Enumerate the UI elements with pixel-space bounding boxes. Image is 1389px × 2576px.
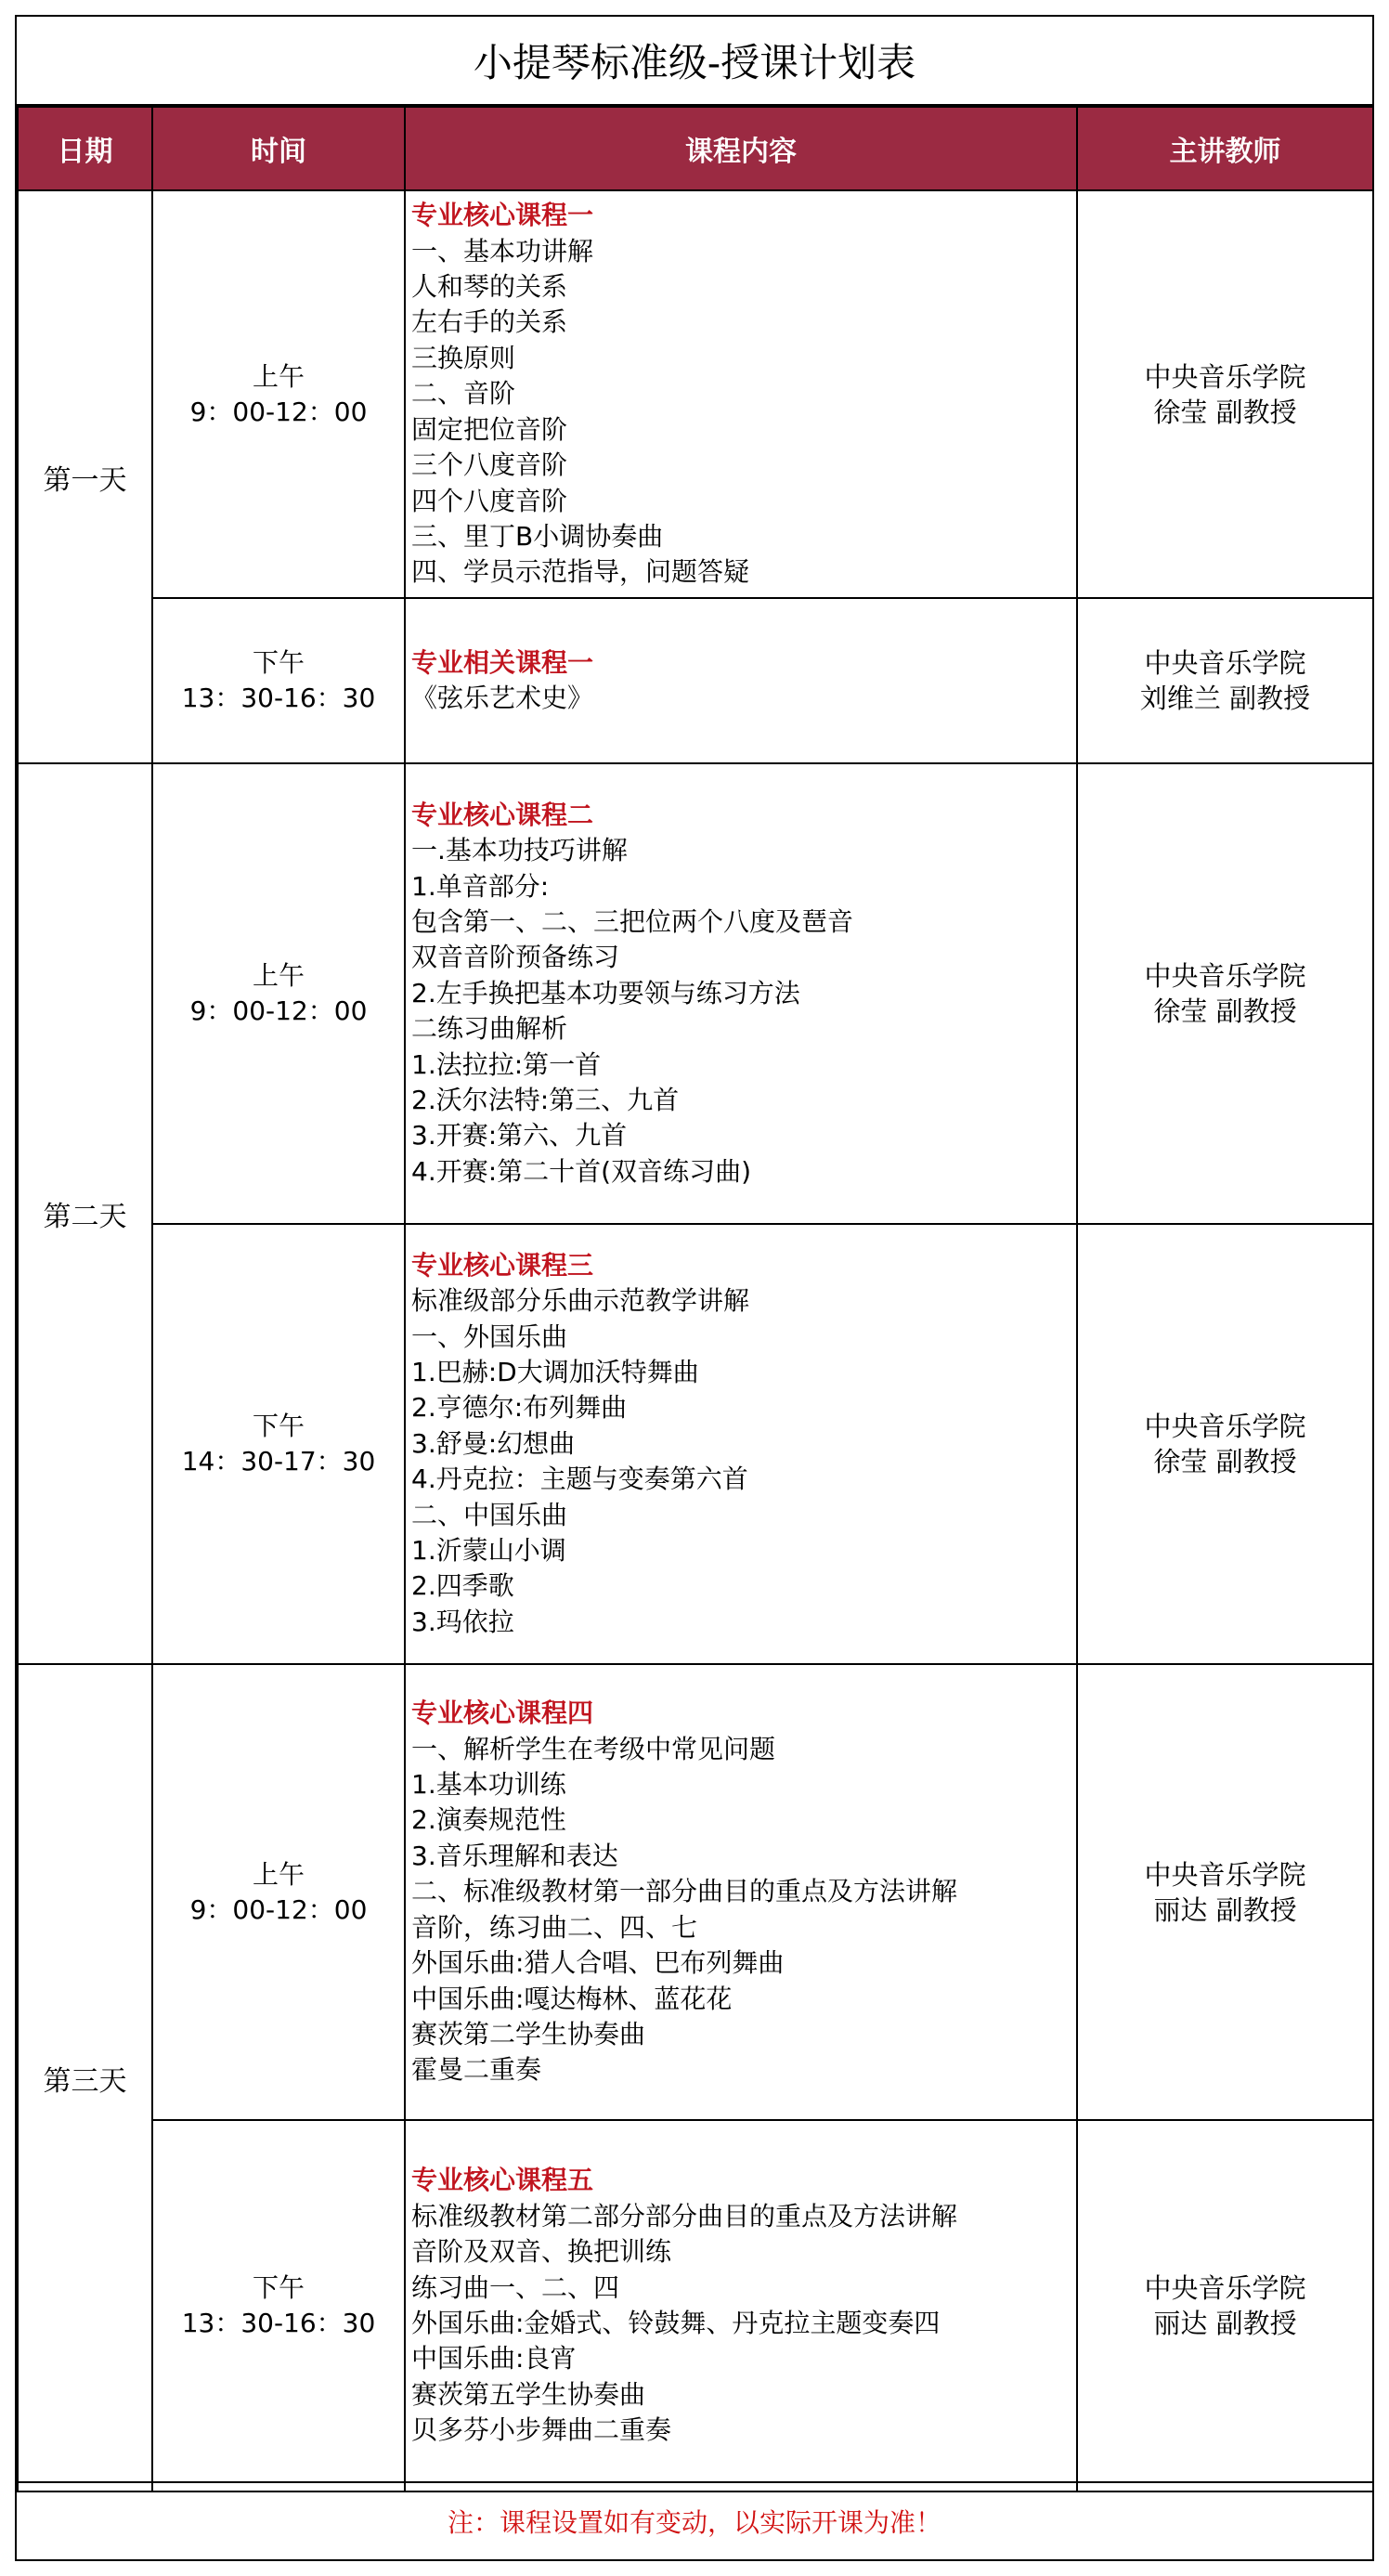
teacher-school: 中央音乐学院 (1144, 960, 1306, 992)
content-line: 3.音乐理解和表达 (411, 1840, 618, 1871)
content-cell (405, 190, 1077, 598)
teacher-school: 中央音乐学院 (1144, 1858, 1306, 1891)
content-line: 《弦乐艺术史》 (411, 683, 594, 713)
content-line: 二、标准级教材第一部分曲目的重点及方法讲解 (411, 1876, 958, 1907)
schedule-sheet (15, 15, 1374, 2561)
content-cell (405, 1664, 1077, 2120)
time-range: 13：30-16：30 (181, 683, 376, 713)
content-line: 1.巴赫:D大调加沃特舞曲 (411, 1356, 699, 1387)
time-cell (152, 190, 405, 598)
period-label: 上午 (252, 1858, 305, 1890)
header-date: 日期 (18, 107, 152, 190)
content-line: 一.基本功技巧讲解 (411, 835, 628, 866)
content-line: 外国乐曲:猎人合唱、巴布列舞曲 (411, 1947, 785, 1979)
content-line: 中国乐曲:嘎达梅林、蓝花花 (411, 1983, 733, 2014)
table-row (18, 1224, 1373, 1664)
teacher-school: 中央音乐学院 (1144, 1411, 1306, 1442)
content-line: 一、解析学生在考级中常见问题 (411, 1733, 776, 1764)
content-line: 3.舒曼:幻想曲 (411, 1427, 576, 1459)
content-line: 中国乐曲:良宵 (411, 2343, 577, 2374)
content-cell (405, 2120, 1077, 2491)
content-line: 二练习曲解析 (411, 1013, 568, 1045)
teacher-school: 中央音乐学院 (1144, 647, 1306, 679)
time-range: 9：00-12：00 (189, 396, 368, 427)
teacher-cell (1077, 598, 1373, 763)
teacher-name: 徐莹 副教授 (1153, 1446, 1297, 1477)
content-line: 人和琴的关系 (411, 271, 568, 303)
time-cell (152, 1664, 405, 2120)
content-line: 三个八度音阶 (411, 449, 568, 481)
course-title: 专业核心课程四 (411, 1698, 594, 1729)
teacher-cell (1077, 1664, 1373, 2120)
header-teacher: 主讲教师 (1077, 107, 1373, 190)
schedule-table (17, 106, 1374, 2492)
teacher-cell (1077, 2120, 1373, 2491)
content-line: 外国乐曲:金婚式、铃鼓舞、丹克拉主题变奏四 (411, 2308, 941, 2338)
teacher-name: 丽达 副教授 (1153, 2308, 1297, 2339)
content-line: 标准级教材第二部分部分曲目的重点及方法讲解 (411, 2200, 958, 2231)
content-cell (405, 1224, 1077, 1664)
content-line: 音阶，练习曲二、四、七 (411, 1911, 698, 1943)
content-line: 双音音阶预备练习 (411, 942, 620, 973)
period-label: 下午 (252, 1411, 305, 1441)
teacher-cell (1077, 190, 1373, 598)
day-cell: 第一天 (18, 190, 152, 763)
content-line: 1.基本功训练 (411, 1769, 566, 1801)
course-title: 专业核心课程一 (411, 200, 594, 231)
teacher-cell (1077, 763, 1373, 1224)
content-line: 二、音阶 (411, 378, 516, 410)
table-row (18, 2120, 1373, 2491)
teacher-name: 刘维兰 副教授 (1139, 683, 1311, 714)
time-range: 9：00-12：00 (189, 995, 368, 1026)
table-row (18, 598, 1373, 763)
content-line: 4.开赛:第二十首(双音练习曲) (411, 1155, 751, 1187)
header-row (18, 107, 1373, 190)
content-line: 标准级部分乐曲示范教学讲解 (411, 1285, 750, 1317)
course-title: 专业核心课程五 (411, 2165, 594, 2196)
content-line: 1.法拉拉:第一首 (411, 1048, 602, 1080)
content-line: 1.沂蒙山小调 (411, 1535, 566, 1567)
day-cell: 第二天 (18, 763, 152, 1664)
content-line: 2.亨德尔:布列舞曲 (411, 1392, 628, 1424)
course-title: 专业相关课程一 (411, 646, 594, 678)
content-line: 1.单音部分: (411, 870, 550, 902)
content-line: 赛茨第二学生协奏曲 (411, 2018, 646, 2049)
period-label: 下午 (252, 2272, 305, 2303)
content-line: 一、基本功讲解 (411, 235, 594, 267)
content-line: 练习曲一、二、四 (411, 2271, 620, 2303)
teacher-school: 中央音乐学院 (1144, 2272, 1306, 2304)
content-line: 三换原则 (411, 342, 516, 373)
course-title: 专业核心课程二 (411, 799, 594, 830)
table-row (18, 763, 1373, 1224)
content-line: 贝多芬小步舞曲二重奏 (411, 2414, 672, 2446)
time-cell (152, 1224, 405, 1664)
content-line: 左右手的关系 (411, 306, 568, 338)
day-cell: 第三天 (18, 1664, 152, 2491)
page-title: 小提琴标准级-授课计划表 (17, 17, 1372, 106)
footer-note: 注：课程设置如有变动，以实际开课为准！ (17, 2481, 1372, 2559)
schedule-body (18, 190, 1373, 2491)
content-line: 2.四季歌 (411, 1570, 514, 1602)
teacher-name: 徐莹 副教授 (1153, 396, 1297, 428)
time-range: 14：30-17：30 (181, 1446, 376, 1477)
time-cell (152, 2120, 405, 2491)
content-line: 固定把位音阶 (411, 413, 568, 445)
time-range: 13：30-16：30 (181, 2308, 376, 2338)
course-title: 专业核心课程三 (411, 1249, 594, 1281)
content-line: 包含第一、二、三把位两个八度及琶音 (411, 905, 854, 937)
content-line: 3.开赛:第六、九首 (411, 1120, 628, 1151)
time-cell (152, 763, 405, 1224)
content-line: 二、中国乐曲 (411, 1499, 568, 1530)
header-time: 时间 (152, 107, 405, 190)
period-label: 下午 (252, 647, 305, 678)
content-line: 4.丹克拉：主题与变奏第六首 (411, 1464, 748, 1495)
content-line: 2.演奏规范性 (411, 1804, 566, 1836)
content-line: 3.玛依拉 (411, 1606, 514, 1637)
time-range: 9：00-12：00 (189, 1893, 368, 1925)
period-label: 上午 (252, 960, 305, 991)
content-line: 一、外国乐曲 (411, 1321, 568, 1352)
period-label: 上午 (252, 360, 305, 392)
table-row (18, 190, 1373, 598)
content-line: 霍曼二重奏 (411, 2054, 542, 2086)
content-line: 2.沃尔法特:第三、九首 (411, 1085, 680, 1116)
table-row (18, 1664, 1373, 2120)
teacher-cell (1077, 1224, 1373, 1664)
content-line: 赛茨第五学生协奏曲 (411, 2378, 646, 2410)
content-line: 三、里丁B小调协奏曲 (411, 520, 664, 552)
teacher-name: 徐莹 副教授 (1153, 995, 1297, 1027)
time-cell (152, 598, 405, 763)
content-line: 四、学员示范指导，问题答疑 (411, 556, 750, 588)
content-cell (405, 763, 1077, 1224)
header-content: 课程内容 (405, 107, 1077, 190)
content-line: 2.左手换把基本功要领与练习方法 (411, 977, 800, 1008)
content-line: 音阶及双音、换把训练 (411, 2236, 672, 2268)
teacher-school: 中央音乐学院 (1144, 360, 1306, 393)
teacher-name: 丽达 副教授 (1153, 1893, 1297, 1926)
content-line: 四个八度音阶 (411, 485, 568, 516)
content-cell (405, 598, 1077, 763)
